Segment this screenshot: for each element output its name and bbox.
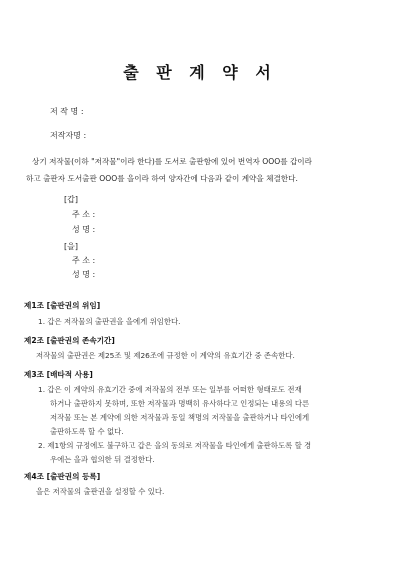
party-gap-address: 주 소 : <box>72 210 96 219</box>
article-3-line: 우에는 을과 협의한 뒤 결정한다. <box>50 455 155 464</box>
work-name-field: 저 작 명 : <box>50 107 84 116</box>
author-name-field: 저작자명 : <box>50 131 87 140</box>
article-1-line: 1. 갑은 저작물의 출판권을 을에게 위임한다. <box>38 317 181 326</box>
article-3-line: 저작물 또는 본 계약에 의한 저작물과 동일 책명의 저작물을 출판하거나 타인에게 <box>50 413 310 422</box>
party-eul-label: [을] <box>64 242 78 251</box>
intro-line: 하고 출판자 도서출판 OOO를 을이라 하여 양자간에 다음과 같이 계약을 체결한다. <box>26 174 298 183</box>
party-gap-label: [갑] <box>64 195 78 204</box>
party-gap-name: 성 명 : <box>72 225 96 234</box>
article-3-title: 제3조 [배타적 사용] <box>24 370 93 379</box>
intro-line: 상기 저작물(이하 "저작물"이라 한다)를 도서로 출판함에 있어 번역자 OOO를 갑이라 <box>32 157 312 166</box>
intro-paragraph <box>26 153 378 187</box>
article-2-line: 저작물의 출판권은 제25조 및 제26조에 규정한 이 계약의 유효기간 중 존속한다. <box>36 351 295 360</box>
party-eul-address: 주 소 : <box>72 256 96 265</box>
article-2-title: 제2조 [출판권의 존속기간] <box>24 336 115 345</box>
article-3-line: 출판하도록 할 수 없다. <box>50 427 124 436</box>
article-1-title: 제1조 [출판권의 위임] <box>24 301 101 310</box>
article-3-line: 2. 제1항의 규정에도 불구하고 갑은 을의 동의로 저작물을 타인에게 출판하도록 할 경 <box>38 441 312 450</box>
article-3-line: 하거나 출판하지 못하며, 또한 저작물과 명백히 유사하다고 인정되는 내용의 다른 <box>50 399 310 408</box>
article-4-title: 제4조 [출판권의 등록] <box>24 472 101 481</box>
article-3-line: 1. 갑은 이 계약의 유효기간 중에 저작물의 전부 또는 일부를 어떠한 형태로도 전재 <box>38 385 302 394</box>
party-eul-name: 성 명 : <box>72 270 96 279</box>
document-title: 출 판 계 약 서 <box>123 63 277 82</box>
article-4-line: 을은 저작물의 출판권을 설정할 수 있다. <box>36 487 165 496</box>
